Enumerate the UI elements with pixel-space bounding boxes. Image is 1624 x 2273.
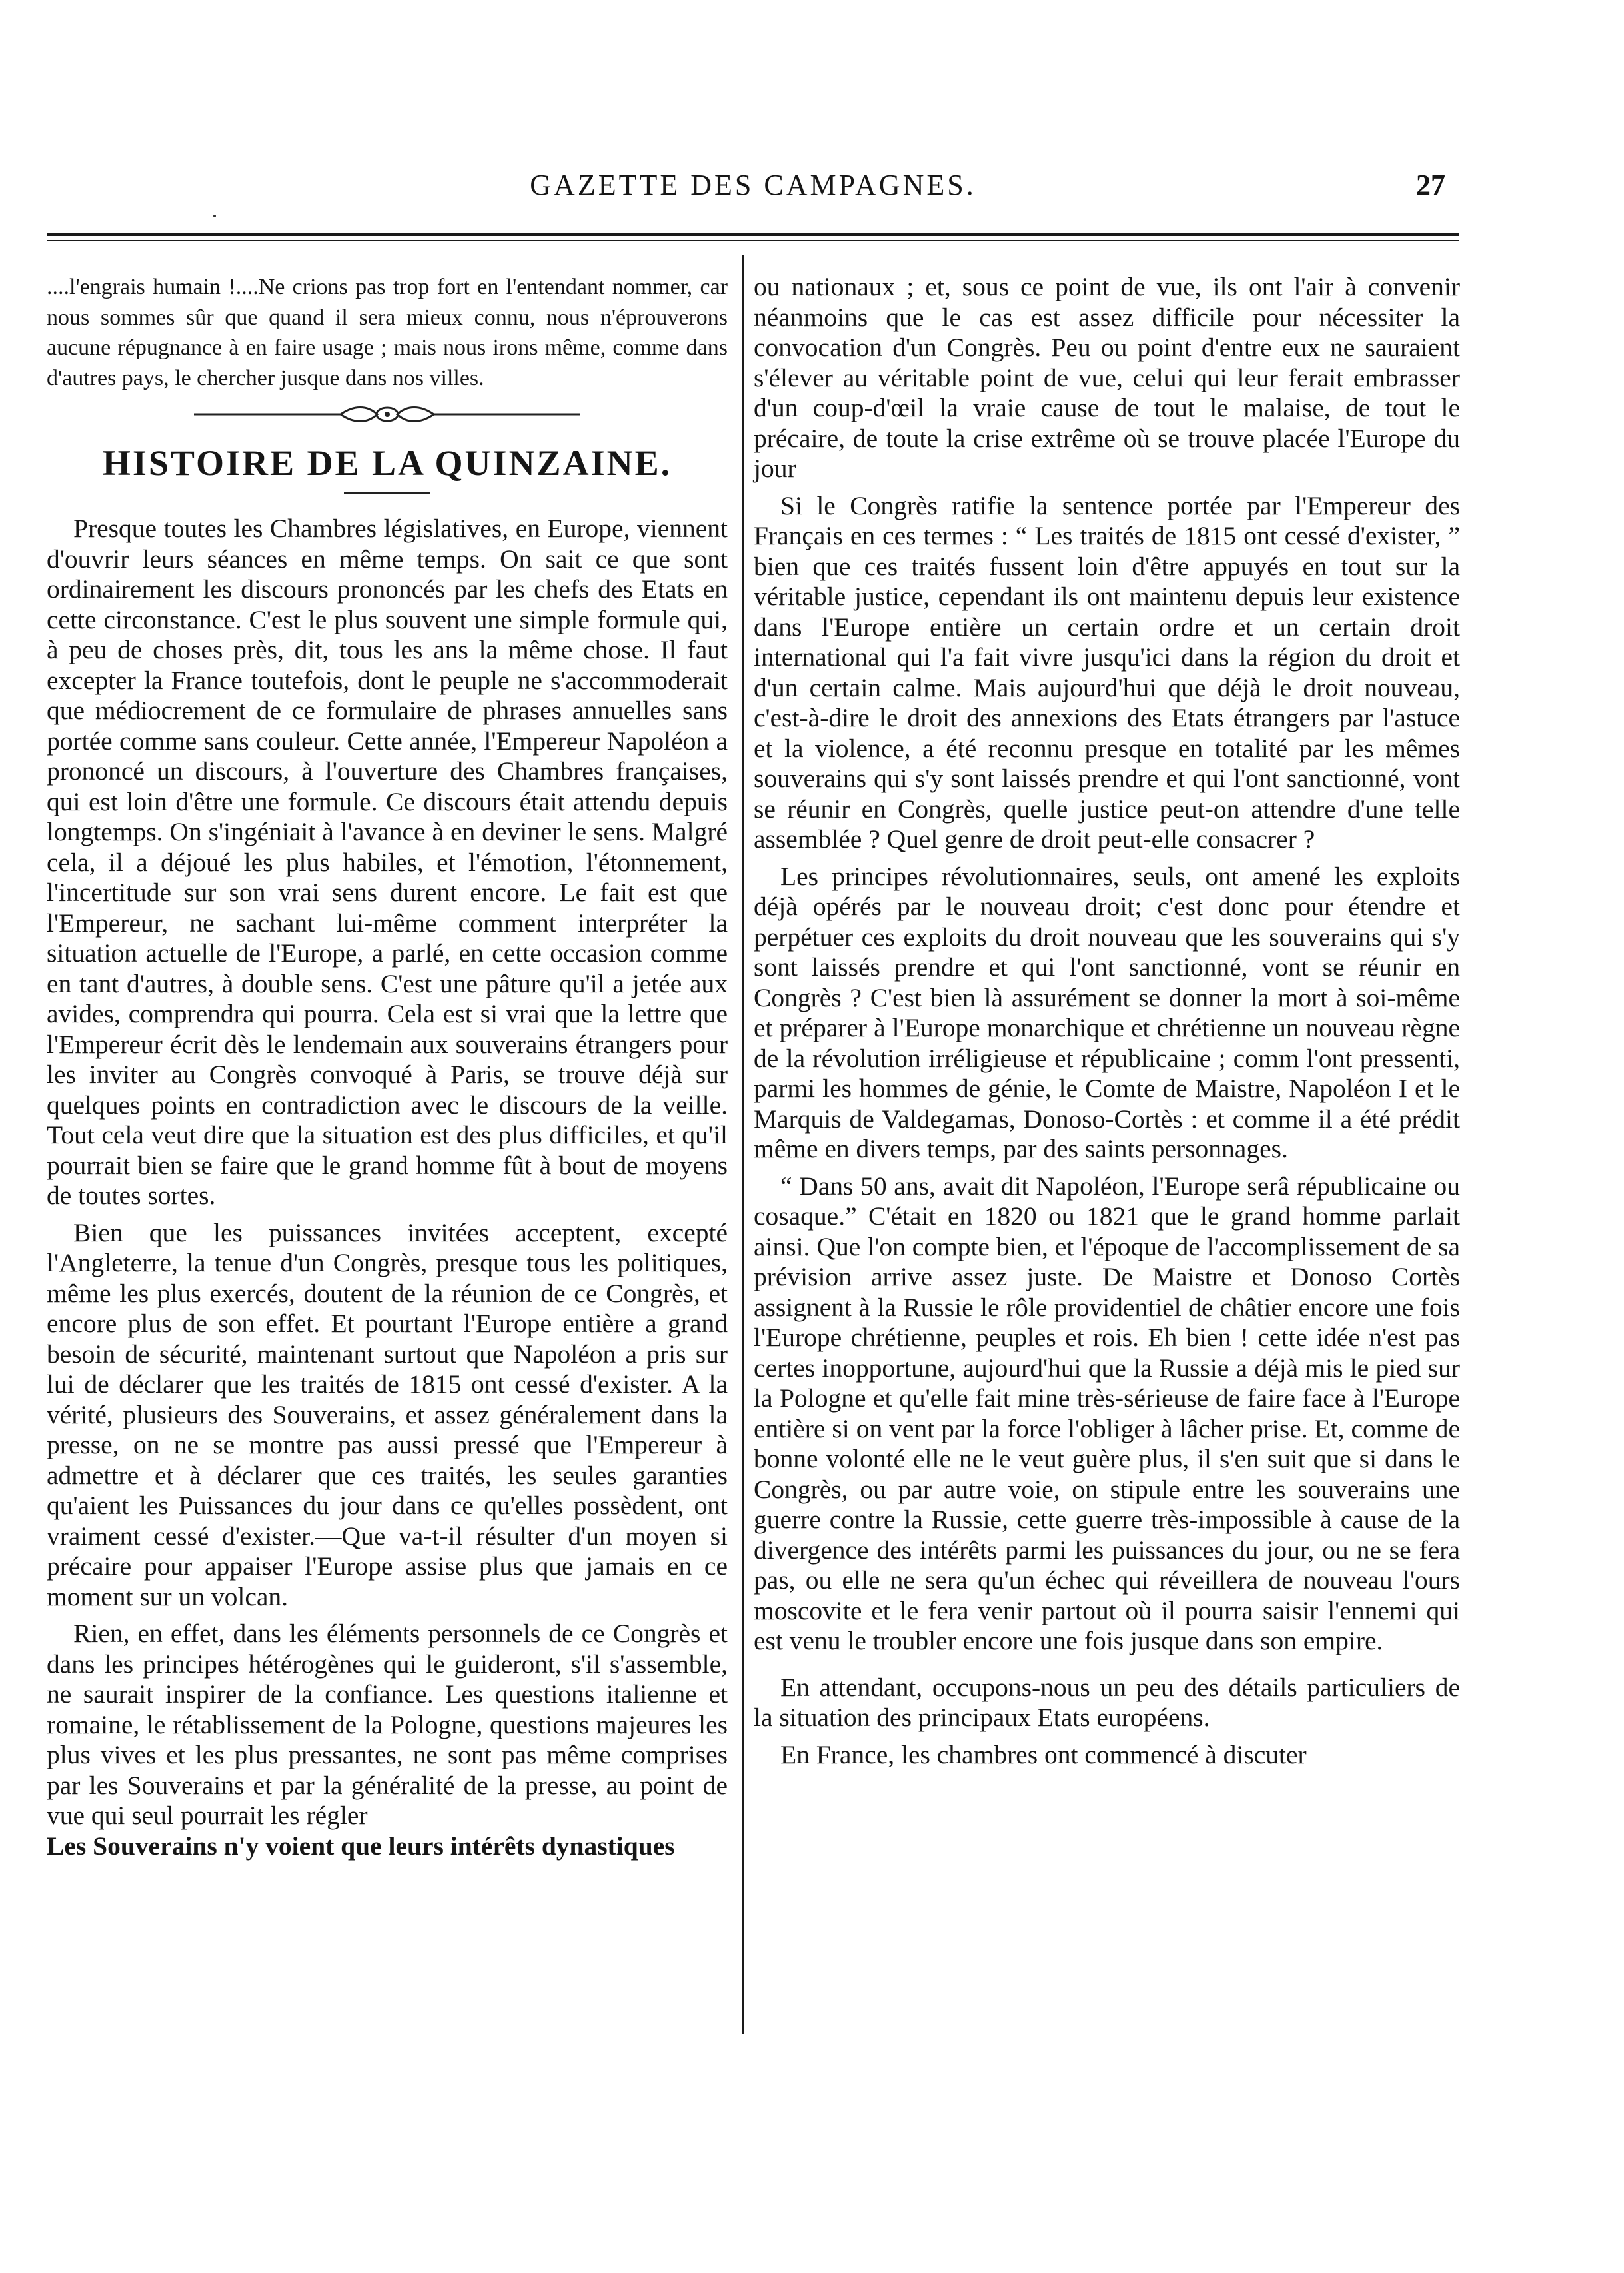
left-paragraph-2: Bien que les puissances invitées acceptent, excepté l'Angleterre, la tenue d'un Congrès, presque tous les politiques, même les plus exercés, doutent de la réunion de ce Congrès, et encore plus de son effet. Et pourtant l'Europe entière a grand besoin de sécurité, maintenant surtout que Napoléon a pris sur lui de déclarer que les traités de 1815 ont cessé d'exister. A la vérité, plusieurs des Souverains, et assez généralement dans la presse, on ne se montre pas aussi pressé que l'Empereur à admettre et à déclarer que ces traités, les seules garanties qu'aient les Puissances du jour dans ce qu'elles possèdent, ont vraiment cessé d'exister.—Que va-t-il résulter d'un moyen si précaire pour appaiser l'Europe assise plus que jamais en ce moment sur un volcan. xyxy=(47,1217,728,1611)
header-rule-thin xyxy=(47,240,1459,241)
left-paragraph-1: Presque toutes les Chambres législatives, en Europe, viennent d'ouvrir leurs séances en même temps. On sait ce que sont ordinairement les discours prononcés par les chefs des Etats en cette circonstance. C'est le plus souvent une simple formule qui, à peu de choses près, dit, tous les ans la même chose. Il faut excepter la France toutefois, dont le peuple ne s'accommoderait que médiocrement de ce formulaire de phrases annuelles sans portée comme sans couleur. Cette année, l'Empereur Napoléon a prononcé un discours, à l'ouverture des Chambres françaises, qui est loin d'être une formule. Ce discours était attendu depuis longtemps. On s'ingéniait à l'avance à en deviner le sens. Malgré cela, il a déjoué les plus habiles, et l'émotion, l'étonnement, l'incertitude sur son vrai sens durent encore. Le fait est que l'Empereur, ne sachant lui-même comment interpréter la situation actuelle de l'Europe, a parlé, en cette occasion comme en tant d'autres, à double sens. C'est une pâture qu'il a jetée aux avides, comprendra qui pourra. Cela est si vrai que la lettre que l'Empereur écrit dès le lendemain aux souverains étrangers pour les inviter au Congrès convoqué à Paris, se trouve déjà sur quelques points en contradiction avec le discours de la veille. Tout cela veut dire que la situation est des plus difficiles, et qu'il pourrait bien se faire que le grand homme fût à bout de moyens de toutes sortes. xyxy=(47,514,728,1210)
right-paragraph-1: ou nationaux ; et, sous ce point de vue, ils ont l'air à convenir néanmoins que le cas est assez difficile pour nécessiter la convocation d'un Congrès. Peu ou point d'entre eux ne sauraient s'élever au véritable point de vue, celui qui leur ferait embrasser d'un coup-d'œil la vraie cause de tout le malaise, de tout le précaire, de toute la crise extrême où se trouve placée l'Europe du jour xyxy=(754,272,1460,483)
title-underline xyxy=(344,492,430,494)
right-paragraph-5: En attendant, occupons-nous un peu des détails particuliers de la situation des principaux Etats européens. xyxy=(754,1672,1460,1732)
right-paragraph-6: En France, les chambres ont commencé à discuter xyxy=(780,1739,1307,1769)
section-title: HISTOIRE DE LA QUINZAINE. xyxy=(102,443,672,483)
ink-speck xyxy=(213,215,216,217)
left-paragraph-3-last-line: Les Souverains n'y voient que leurs intérêts dynastiques xyxy=(47,1831,675,1861)
running-head: GAZETTE DES CAMPAGNES. xyxy=(530,169,976,201)
right-paragraph-2: Si le Congrès ratifie la sentence portée par l'Empereur des Français en ces termes : “ Les traités de 1815 ont cessé d'exister, ” bien que ces traités fussent loin d'être appuyés en tout sur la véritable justice, cependant ils ont maintenu depuis leur existence dans l'Europe entière un certain ordre et un certain droit international qui l'a fait vivre jusqu'ici dans la région du droit et d'un certain calme. Mais aujourd'hui que déjà le droit nouveau, c'est-à-dire le droit des annexions des Etats étrangers par l'astuce et la violence, a été reconnu presque en totalité par les mêmes souverains qui s'y sont laissés prendre et qui l'ont sanctionné, vont se réunir en Congrès, quelle justice peut-on attendre d'une telle assemblée ? Quel genre de droit peut-elle consacrer ? xyxy=(754,490,1460,854)
right-paragraph-3: Les principes révolutionnaires, seuls, ont amené les exploits déjà opérés par le nouveau droit; c'est donc pour étendre et perpétuer ces exploits du droit nouveau que les souverains qui s'y sont laissés prendre et qui l'ont sanctionné, vont se réunir en Congrès ? C'est bien là assurément se donner la mort à soi-même et préparer à l'Europe monarchique et chrétienne un nouveau règne de la révolution irréligieuse et républicaine ; comm l'ont pressenti, parmi les hommes de génie, le Comte de Maistre, Napoléon I et le Marquis de Valdegamas, Donoso-Cortès : et comme il a été prédit même en divers temps, par des saints personnages. xyxy=(754,861,1460,1163)
page-number: 27 xyxy=(1416,169,1445,201)
intro-paragraph: ....l'engrais humain !....Ne crions pas trop fort en l'entendant nommer, car nous sommes sûr que quand il sera mieux connu, nous n'éprouverons aucune répugnance à en faire usage ; mais nous irons même, comme dans d'autres pays, le chercher jusque dans nos villes. xyxy=(47,275,728,390)
ornament-divider xyxy=(187,402,587,426)
intro-block xyxy=(47,272,728,393)
right-column xyxy=(754,272,1460,1770)
left-column xyxy=(47,272,728,1861)
header-rule-thick xyxy=(47,233,1459,236)
column-divider xyxy=(742,255,744,2034)
left-paragraph-3: Rien, en effet, dans les éléments personnels de ce Congrès et dans les principes hétérogènes qui le guideront, s'il s'assemble, ne saurait inspirer de la confiance. Les questions italienne et romaine, le rétablissement de la Pologne, questions majeures les plus vives et les plus pressantes, ne sont pas même comprises par les Souverains et par la généralité de la presse, au point de vue qui seul pourrait les régler xyxy=(47,1619,728,1830)
right-paragraph-4: “ Dans 50 ans, avait dit Napoléon, l'Europe serâ républicaine ou cosaque.” C'était en 1820 ou 1821 que le grand homme parlait ainsi. Que l'on compte bien, et l'époque de l'accomplissement de sa prévision arrive assez juste. De Maistre et Donoso Cortès assignent à la Russie le rôle providentiel de châtier encore une fois l'Europe chrétienne, peuples et rois. Eh bien ! cette idée n'est pas certes inopportune, aujourd'hui que la Russie a déjà mis le pied sur la Pologne et qu'elle fait mine très-sérieuse de faire face à l'Europe entière si on vent par la force l'obliger à lâcher prise. Et, comme de bonne volonté elle ne le veut guère plus, il s'en suit que si dans le Congrès, ou par autre voie, on stipule entre les souverains une guerre contre la Russie, cette guerre très-impossible à cause de la divergence des intérêts parmi les puissances du jour, ou ne se fera pas, ou elle ne sera qu'un échec qui réveillera de nouveau l'ours moscovite et le fera venir partout où il pourra saisir l'ennemi qui est venu le troubler encore une fois jusque dans son empire. xyxy=(754,1171,1460,1655)
